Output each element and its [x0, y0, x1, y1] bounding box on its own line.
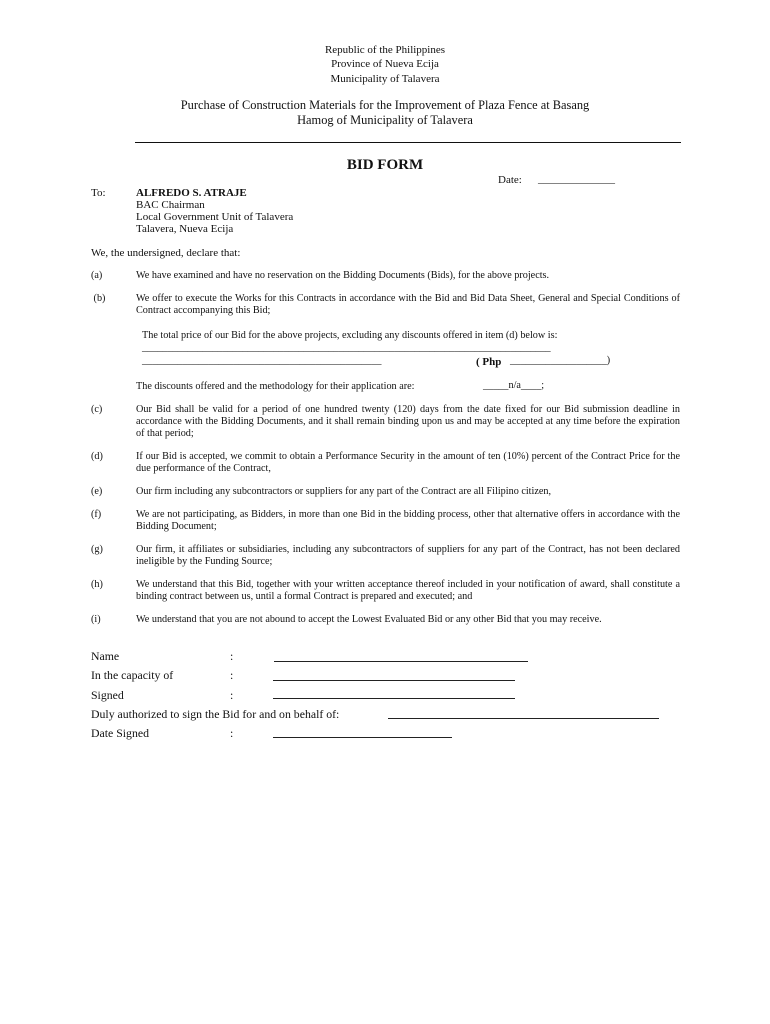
project-title-line2: Hamog of Municipality of Talavera: [297, 113, 473, 127]
addressee-office: Local Government Unit of Talavera: [136, 211, 294, 223]
price-blank-short[interactable]: _______________________________________________: [142, 355, 382, 366]
item-text-g: Our firm, it affiliates or subsidiaries, including any subcontractors of suppliers for any part of the Contract, has not been declared ineligible by the Funding Source;: [136, 544, 680, 567]
header-divider: [135, 142, 681, 143]
item-text-c: Our Bid shall be valid for a period of one hundred twenty (120) days from the date fixed for our Bid submission deadline in accordance with the Bidding Documents, and it shall remain binding upon us and may be accepted at any time before the expiration of that period;: [136, 404, 680, 439]
item-mark-i: (i): [91, 614, 101, 625]
date-signed-field[interactable]: [273, 737, 452, 738]
capacity-label: In the capacity of: [91, 668, 174, 682]
item-mark-h: (h): [91, 579, 103, 590]
capacity-field[interactable]: [273, 680, 515, 681]
addressee-address: Talavera, Nueva Ecija: [136, 223, 234, 235]
item-mark-g: (g): [91, 544, 103, 555]
php-label: ( Php: [476, 356, 502, 368]
item-text-h: We understand that this Bid, together with your written acceptance thereof included in your notification of award, shall constitute a binding contract between us, until a formal Contract is prepared and executed; and: [136, 579, 680, 602]
form-title: BID FORM: [346, 157, 424, 173]
signed-label: Signed: [91, 688, 124, 702]
price-blank-line[interactable]: _________________________________________________________________________________: [142, 342, 551, 353]
name-label: Name: [91, 649, 120, 663]
item-text-e: Our firm including any subcontractors or suppliers for any part of the Contract are all Filipino citizen,: [136, 486, 552, 497]
discounts-text: The discounts offered and the methodology for their application are:: [136, 381, 415, 392]
item-mark-b: (b): [91, 293, 106, 304]
item-text-f: We are not participating, as Bidders, in more than one Bid in the bidding process, other that alternative offers in accordance with the Bidding Document;: [136, 509, 680, 532]
project-title-line1: Purchase of Construction Materials for the Improvement of Plaza Fence at Basang: [180, 98, 590, 112]
authorized-field[interactable]: [388, 718, 659, 719]
item-text-b: We offer to execute the Works for this Contracts in accordance with the Bid and Bid Data Sheet, General and Special Conditions of Contract accompanying this Bid;: [136, 293, 680, 316]
signed-colon: :: [230, 688, 234, 702]
header-province: Province of Nueva Ecija: [331, 58, 439, 70]
capacity-colon: :: [230, 668, 234, 682]
item-text-i: We understand that you are not abound to accept the Lowest Evaluated Bid or any other Bid that you may receive.: [136, 614, 602, 625]
item-mark-e: (e): [91, 486, 103, 497]
declaration-intro: We, the undersigned, declare that:: [91, 247, 241, 259]
discounts-value[interactable]: _____n/a____;: [483, 380, 545, 391]
item-mark-c: (c): [91, 404, 103, 415]
price-text: The total price of our Bid for the above projects, excluding any discounts offered in item (d) below is:: [142, 330, 558, 341]
name-colon: :: [230, 649, 234, 663]
to-label: To:: [91, 187, 106, 199]
authorized-label: Duly authorized to sign the Bid for and on behalf of:: [91, 707, 340, 721]
date-signed-label: Date Signed: [91, 726, 149, 740]
item-mark-f: (f): [91, 509, 102, 520]
date-signed-colon: :: [230, 726, 234, 740]
php-blank[interactable]: ___________________): [510, 355, 611, 366]
date-label: Date:: [498, 174, 522, 186]
item-mark-a: (a): [91, 270, 103, 281]
addressee-position: BAC Chairman: [136, 199, 205, 211]
header-republic: Republic of the Philippines: [324, 44, 446, 56]
signed-field[interactable]: [273, 698, 515, 699]
item-mark-d: (d): [91, 451, 103, 462]
header-municipality: Municipality of Talavera: [330, 73, 440, 85]
item-text-d: If our Bid is accepted, we commit to obtain a Performance Security in the amount of ten (10%) percent of the Contract Price for the due performance of the Contract,: [136, 451, 680, 474]
date-blank[interactable]: ______________: [538, 173, 615, 185]
addressee-name: ALFREDO S. ATRAJE: [136, 187, 247, 199]
item-text-a: We have examined and have no reservation on the Bidding Documents (Bids), for the above projects.: [136, 270, 550, 281]
name-field[interactable]: [274, 661, 528, 662]
